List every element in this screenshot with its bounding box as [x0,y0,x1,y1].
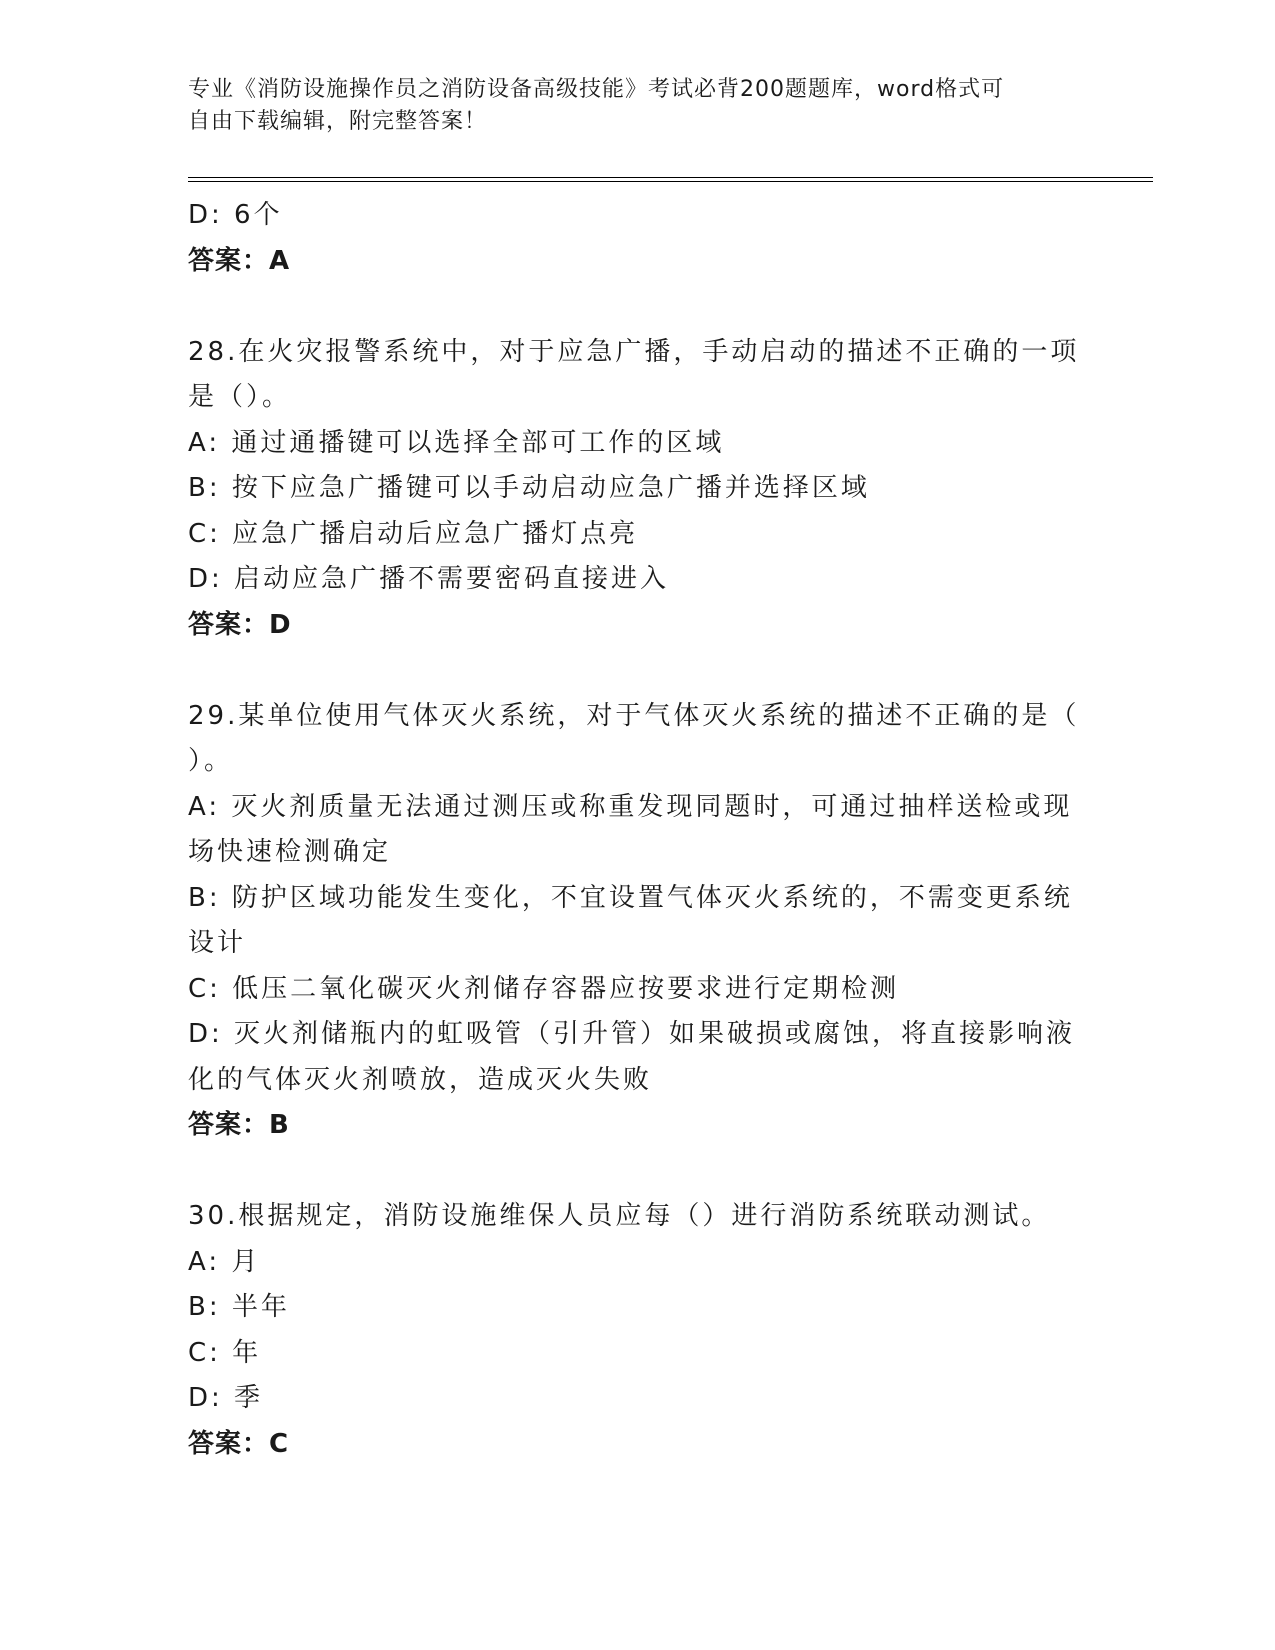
header-divider-bottom [188,181,1153,182]
question-list [188,193,1080,1467]
spacer [188,1149,1068,1195]
option-c: C: 应急广播启动后应急广播灯点亮 [188,518,639,549]
question-stem-line-2: ）。 [188,746,234,776]
option-b-line-2: 设计 [188,928,247,958]
answer-line: 答案：D [188,609,292,640]
answer-line: 答案：B [188,1110,290,1140]
option-a: A: 月 [188,1246,261,1277]
option-b-line-1: B: 防护区域功能发生变化，不宜设置气体灭火系统的，不需变更系统 [188,882,1073,913]
answer-line: 答案：C [188,1428,290,1459]
answer-line: 答案：A [188,245,291,276]
question-stem-line-1: 28.在火灾报警系统中，对于应急广播，手动启动的描述不正确的一项 [188,336,1080,367]
question-30 [188,1194,1068,1467]
question-29 [188,694,1080,1149]
option-a-line-2: 场快速检测确定 [188,837,392,867]
question-stem-line-1: 29.某单位使用气体灭火系统，对于气体灭火系统的描述不正确的是（ [188,700,1080,731]
option-d: D: 启动应急广播不需要密码直接进入 [188,564,670,594]
spacer [188,284,1068,330]
question-28 [188,330,1080,649]
question-stem-line-1: 30.根据规定，消防设施维保人员应每（）进行消防系统联动测试。 [188,1201,1051,1231]
option-a-line-1: A: 灭火剂质量无法通过测压或称重发现同题时，可通过抽样送检或现 [188,791,1073,822]
option-d: D: 6个 [188,200,283,230]
option-a: A: 通过通播键可以选择全部可工作的区域 [188,427,725,458]
previous-question-tail [188,193,1068,284]
option-c: C: 低压二氧化碳灭火剂储存容器应按要求进行定期检测 [188,973,900,1004]
option-b: B: 半年 [188,1292,290,1322]
option-d: D: 季 [188,1383,264,1413]
option-d-line-1: D: 灭火剂储瓶内的虹吸管（引升管）如果破损或腐蚀，将直接影响液 [188,1019,1076,1049]
header-title-line-2: 自由下载编辑，附完整答案！ [188,109,488,134]
question-stem-line-2: 是（）。 [188,382,292,412]
document-header [188,74,1068,138]
option-b: B: 按下应急广播键可以手动启动应急广播并选择区域 [188,473,870,503]
option-c: C: 年 [188,1337,262,1368]
header-title-line-1: 专业《消防设施操作员之消防设备高级技能》考试必背200题题库，word格式可 [188,77,1005,102]
header-divider-top [188,177,1153,178]
option-d-line-2: 化的气体灭火剂喷放，造成灭火失败 [188,1064,653,1095]
spacer [188,648,1068,694]
